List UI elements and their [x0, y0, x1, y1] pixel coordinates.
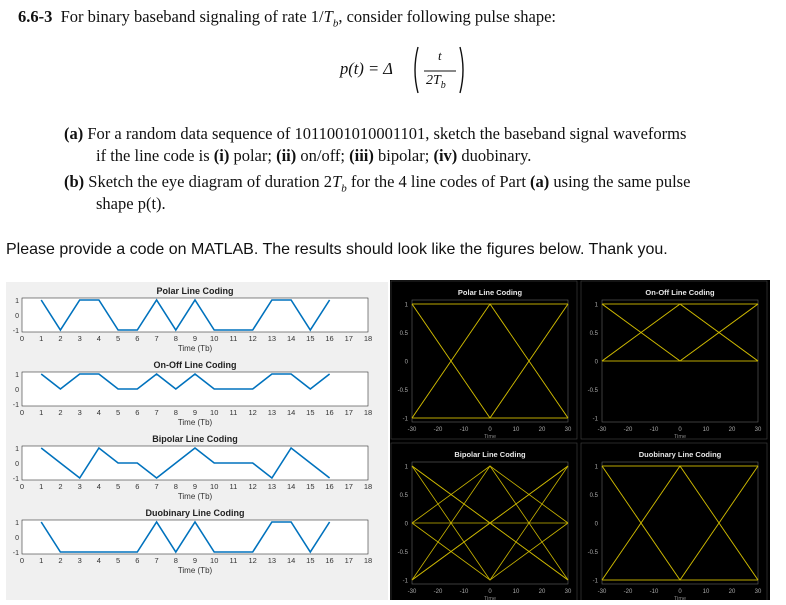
- eye-plot-background: [581, 281, 767, 439]
- eye-diagram-3: [391, 443, 577, 600]
- x-tick-label: 16: [325, 482, 334, 491]
- x-tick-label: 18: [363, 334, 373, 343]
- x-tick-label: 16: [325, 334, 334, 343]
- x-tick-label: 0: [19, 334, 25, 343]
- x-tick-label: 4: [96, 556, 101, 565]
- eye-x-tick: 0: [488, 427, 492, 433]
- x-tick-label: 10: [210, 556, 219, 565]
- eye-x-label: Time: [483, 596, 497, 600]
- eye-x-tick: -30: [407, 427, 417, 433]
- waveform-plot-2: [13, 360, 372, 427]
- y-tick-label: 0: [15, 461, 19, 468]
- x-tick-label: 6: [135, 556, 140, 565]
- eye-y-tick: -0.5: [587, 388, 598, 394]
- problem-number: 6.6-3: [18, 7, 53, 26]
- eye-diagram-figure: [390, 280, 770, 600]
- x-tick-label: 8: [173, 556, 178, 565]
- eye-x-tick: 10: [512, 589, 520, 595]
- x-tick-label: 7: [154, 408, 159, 417]
- x-tick-label: 15: [306, 556, 315, 565]
- eye-x-tick: -20: [433, 427, 443, 433]
- y-tick-label: 1: [15, 372, 19, 379]
- eye-y-tick: -0.5: [587, 550, 598, 556]
- x-tick-label: 13: [267, 408, 277, 417]
- eye-y-tick: 0.5: [589, 493, 598, 499]
- plot-axes: [22, 520, 368, 554]
- x-tick-label: 9: [192, 334, 198, 343]
- x-tick-label: 12: [248, 482, 257, 491]
- x-tick-label: 5: [116, 408, 121, 417]
- x-tick-label: 2: [58, 482, 63, 491]
- x-tick-label: 16: [325, 408, 334, 417]
- x-tick-label: 13: [267, 556, 277, 565]
- x-tick-label: 9: [192, 482, 198, 491]
- eye-title: Bipolar Line Coding: [454, 450, 526, 459]
- pulse-formula: [340, 42, 500, 98]
- eye-y-tick: 1: [594, 302, 598, 309]
- x-tick-label: 18: [363, 482, 373, 491]
- x-tick-label: 18: [363, 408, 373, 417]
- x-tick-label: 8: [173, 482, 178, 491]
- eye-x-tick: -10: [649, 589, 659, 595]
- eye-x-tick: -20: [623, 589, 633, 595]
- x-tick-label: 15: [306, 482, 315, 491]
- x-tick-label: 17: [344, 556, 353, 565]
- eye-x-tick: 20: [538, 589, 546, 595]
- x-axis-label: Time (Tb): [177, 492, 213, 501]
- x-tick-label: 14: [286, 408, 296, 417]
- eye-x-tick: 10: [702, 589, 710, 595]
- textbook-problem: [0, 0, 786, 230]
- eye-x-tick: 30: [564, 427, 572, 433]
- eye-plot-background: [391, 281, 577, 439]
- eye-y-tick: 0: [404, 359, 408, 366]
- x-axis-label: Time (Tb): [177, 566, 213, 575]
- eye-x-label: Time: [483, 434, 497, 440]
- waveform-title: Polar Line Coding: [156, 286, 234, 296]
- x-tick-label: 2: [58, 556, 63, 565]
- problem-intro: 6.6-3 For binary baseband signaling of rate $1/T_b$, consider following pulse shape:: [18, 7, 557, 30]
- x-tick-label: 12: [248, 334, 257, 343]
- x-tick-label: 4: [96, 482, 101, 491]
- eye-x-tick: -10: [459, 427, 469, 433]
- eye-x-tick: 0: [488, 589, 492, 595]
- eye-y-tick: 0.5: [589, 331, 598, 337]
- eye-x-tick: 10: [702, 427, 710, 433]
- x-tick-label: 15: [306, 408, 315, 417]
- eye-x-tick: 10: [512, 427, 520, 433]
- eye-x-tick: -20: [433, 589, 443, 595]
- eye-x-tick: 20: [728, 427, 736, 433]
- waveform-title: On-Off Line Coding: [153, 360, 237, 370]
- x-tick-label: 7: [154, 556, 159, 565]
- x-tick-label: 11: [229, 556, 238, 565]
- eye-x-tick: 30: [564, 589, 572, 595]
- eye-y-tick: 1: [404, 302, 408, 309]
- x-tick-label: 13: [267, 482, 277, 491]
- y-tick-label: 0: [15, 387, 19, 394]
- eye-y-tick: -1: [592, 416, 598, 423]
- eye-x-tick: 0: [678, 427, 682, 433]
- x-tick-label: 11: [229, 334, 238, 343]
- y-tick-label: 1: [15, 446, 19, 453]
- eye-diagram-1: [391, 281, 577, 440]
- eye-title: On-Off Line Coding: [645, 288, 715, 297]
- eye-y-tick: 1: [404, 464, 408, 471]
- x-tick-label: 6: [135, 482, 140, 491]
- eye-title: Duobinary Line Coding: [638, 450, 722, 459]
- eye-x-label: Time: [673, 434, 687, 440]
- x-tick-label: 1: [39, 408, 44, 417]
- part-a-line-1: [64, 124, 686, 144]
- part-b-line-2: [96, 194, 166, 214]
- part-a-label: (a): [64, 124, 84, 143]
- figures: [0, 280, 786, 605]
- eye-title: Polar Line Coding: [457, 288, 523, 297]
- x-tick-label: 12: [248, 408, 257, 417]
- y-tick-label: 0: [15, 313, 19, 320]
- x-tick-label: 13: [267, 334, 277, 343]
- x-tick-label: 17: [344, 482, 353, 491]
- y-tick-label: -1: [12, 476, 19, 483]
- part-b-line-1: (b) Sketch the eye diagram of duration $2T_b$ for the 4 line codes of Part (a) using the same pulse: [64, 172, 691, 195]
- request-text: Please provide a code on MATLAB. The results should look like the figures below. Thank you.: [6, 241, 668, 258]
- y-tick-label: -1: [12, 328, 19, 335]
- x-tick-label: 17: [344, 334, 353, 343]
- eye-y-tick: 0.5: [399, 331, 408, 337]
- x-tick-label: 2: [58, 334, 63, 343]
- x-tick-label: 10: [210, 334, 219, 343]
- eye-y-tick: -1: [592, 578, 598, 585]
- waveform-plot-3: [13, 434, 372, 501]
- x-tick-label: 6: [135, 334, 140, 343]
- x-tick-label: 6: [135, 408, 140, 417]
- x-tick-label: 7: [154, 482, 159, 491]
- x-tick-label: 9: [192, 556, 198, 565]
- intro-text-b: , consider following pulse shape:: [338, 7, 557, 26]
- x-tick-label: 15: [306, 334, 315, 343]
- x-tick-label: 5: [116, 556, 121, 565]
- eye-x-tick: 20: [538, 427, 546, 433]
- y-tick-label: 1: [15, 298, 19, 305]
- x-tick-label: 2: [58, 408, 63, 417]
- eye-x-label: Time: [673, 596, 687, 600]
- y-tick-label: 0: [15, 535, 19, 542]
- x-tick-label: 14: [286, 556, 296, 565]
- eye-x-tick: 30: [754, 589, 762, 595]
- x-tick-label: 5: [116, 334, 121, 343]
- eye-x-tick: -20: [623, 427, 633, 433]
- x-tick-label: 1: [39, 482, 44, 491]
- eye-y-tick: 0: [404, 521, 408, 528]
- x-tick-label: 8: [173, 334, 178, 343]
- eye-diagram-2: [581, 281, 767, 440]
- waveform-figure: [6, 282, 388, 600]
- part-b-label: (b): [64, 172, 85, 191]
- x-tick-label: 11: [229, 482, 238, 491]
- plot-axes: [22, 298, 368, 332]
- x-tick-label: 10: [210, 408, 219, 417]
- eye-y-tick: 0.5: [399, 493, 408, 499]
- part-a-text: For a random data sequence of 1011001010001101, sketch the baseband signal waveforms: [87, 124, 687, 143]
- eye-y-tick: -1: [402, 416, 408, 423]
- eye-x-tick: -30: [407, 589, 417, 595]
- part-a-line-2: if the line code is (i) polar; (ii) on/off; (iii) bipolar; (iv) duobinary.: [96, 146, 532, 165]
- x-tick-label: 8: [173, 408, 178, 417]
- x-axis-label: Time (Tb): [177, 344, 213, 353]
- waveform-title: Duobinary Line Coding: [145, 508, 245, 518]
- x-tick-label: 1: [39, 334, 44, 343]
- x-tick-label: 9: [192, 408, 198, 417]
- y-tick-label: 1: [15, 520, 19, 527]
- part-b-text-2: shape p(t).: [96, 194, 166, 213]
- eye-diagram-4: [581, 443, 767, 600]
- x-tick-label: 4: [96, 408, 101, 417]
- eye-y-tick: 1: [594, 464, 598, 471]
- x-tick-label: 10: [210, 482, 219, 491]
- x-tick-label: 4: [96, 334, 101, 343]
- eye-x-tick: -10: [649, 427, 659, 433]
- x-tick-label: 7: [154, 334, 159, 343]
- eye-plot-background: [391, 443, 577, 600]
- eye-y-tick: -1: [402, 578, 408, 585]
- x-axis-label: Time (Tb): [177, 418, 213, 427]
- eye-x-tick: 30: [754, 427, 762, 433]
- x-tick-label: 17: [344, 408, 353, 417]
- eye-y-tick: -0.5: [397, 550, 408, 556]
- x-tick-label: 3: [77, 408, 82, 417]
- plot-axes: [22, 372, 368, 406]
- eye-x-tick: 0: [678, 589, 682, 595]
- intro-text-a: For binary baseband signaling of rate 1/: [60, 7, 324, 26]
- x-tick-label: 12: [248, 556, 257, 565]
- formula-numerator: t: [438, 48, 442, 63]
- x-tick-label: 11: [229, 408, 238, 417]
- eye-x-tick: 20: [728, 589, 736, 595]
- x-tick-label: 14: [286, 334, 296, 343]
- x-tick-label: 14: [286, 482, 296, 491]
- waveform-plot-1: [13, 286, 372, 353]
- formula-denominator: $2T_b$: [426, 73, 446, 91]
- eye-y-tick: 0: [594, 521, 598, 528]
- x-tick-label: 3: [77, 334, 82, 343]
- eye-x-tick: -10: [459, 589, 469, 595]
- x-tick-label: 5: [116, 482, 121, 491]
- eye-y-tick: -0.5: [397, 388, 408, 394]
- x-tick-label: 3: [77, 556, 82, 565]
- eye-plot-background: [581, 443, 767, 600]
- eye-x-tick: -30: [597, 427, 607, 433]
- plot-axes: [22, 446, 368, 480]
- eye-y-tick: 0: [594, 359, 598, 366]
- x-tick-label: 16: [325, 556, 334, 565]
- waveform-plots: [6, 282, 388, 600]
- waveform-title: Bipolar Line Coding: [152, 434, 238, 444]
- x-tick-label: 1: [39, 556, 44, 565]
- waveform-plot-4: [13, 508, 372, 575]
- x-tick-label: 0: [19, 482, 25, 491]
- x-tick-label: 18: [363, 556, 373, 565]
- x-tick-label: 3: [77, 482, 82, 491]
- eye-diagram-plots: [390, 280, 770, 600]
- eye-x-tick: -30: [597, 589, 607, 595]
- x-tick-label: 0: [19, 408, 25, 417]
- y-tick-label: -1: [12, 402, 19, 409]
- y-tick-label: -1: [12, 550, 19, 557]
- formula-lhs: p(t) = Δ: [340, 59, 393, 78]
- x-tick-label: 0: [19, 556, 25, 565]
